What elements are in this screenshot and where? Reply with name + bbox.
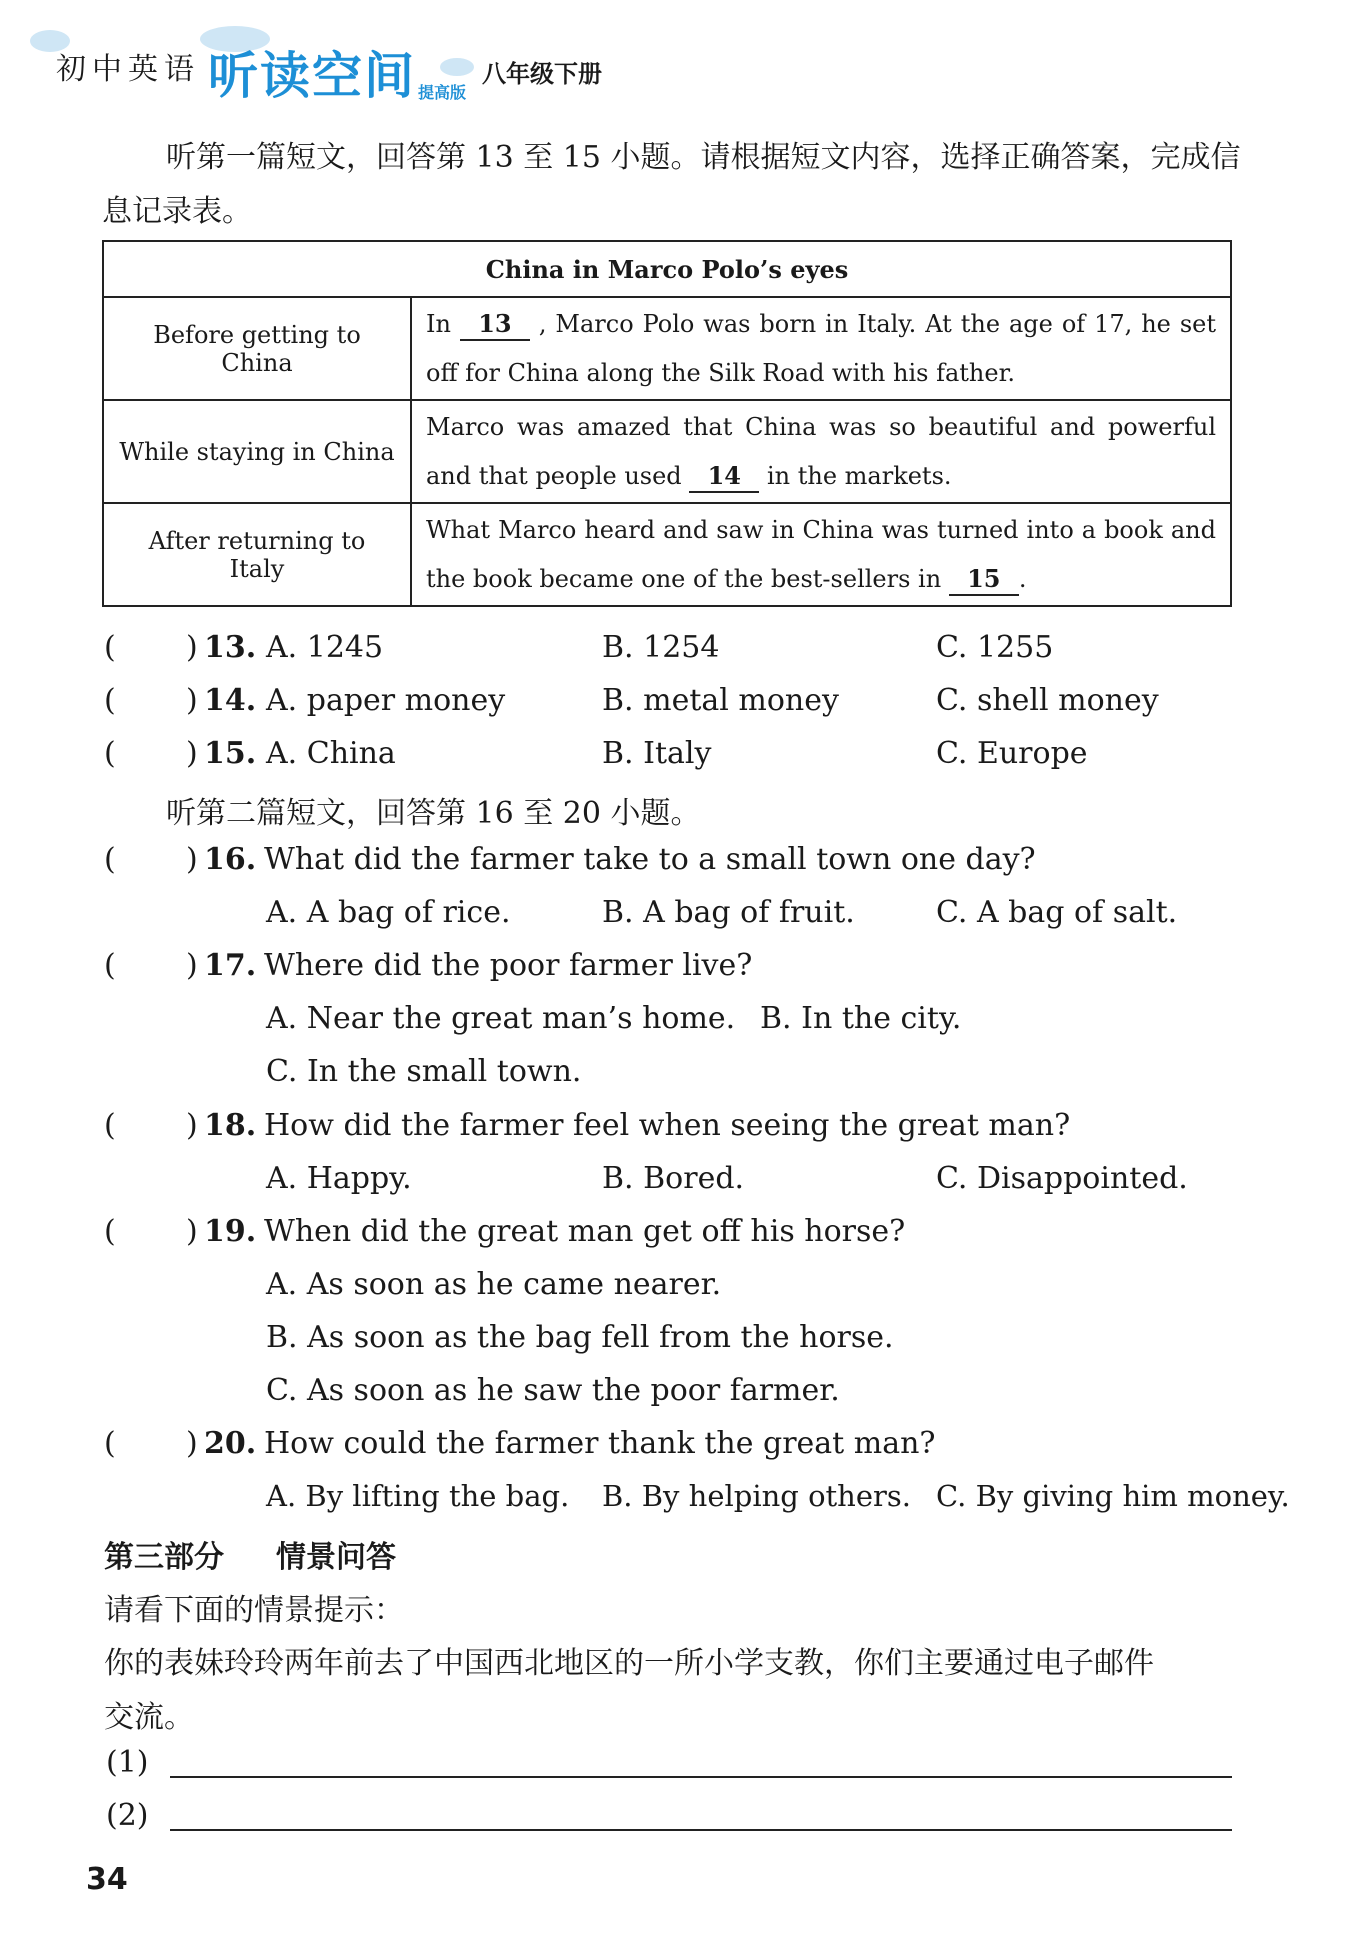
question-number-16: 16. bbox=[204, 842, 257, 877]
row-content: Marco was amazed that China was so beautiful and powerful and that people used 14 in the markets. bbox=[411, 400, 1231, 503]
option-a: A. Near the great man’s home. bbox=[266, 1001, 736, 1036]
option-c: C. Europe bbox=[936, 736, 1088, 771]
question-number-15: 15. bbox=[204, 736, 257, 771]
table-row bbox=[103, 400, 1231, 503]
option-a: A. China bbox=[266, 736, 396, 771]
question-number-17: 17. bbox=[204, 948, 257, 983]
answer-paren-open[interactable]: ( bbox=[104, 948, 116, 983]
option-c: C. A bag of salt. bbox=[936, 895, 1178, 930]
row-label: While staying in China bbox=[103, 400, 411, 503]
info-record-table bbox=[102, 240, 1232, 607]
table-title: China in Marco Polo’s eyes bbox=[103, 241, 1231, 297]
answer-paren-close: ) bbox=[186, 842, 198, 877]
answer-item-label-1: (1) bbox=[106, 1745, 149, 1780]
answer-paren-close: ) bbox=[186, 1426, 198, 1461]
answer-paren-open[interactable]: ( bbox=[104, 683, 116, 718]
option-c: C. As soon as he saw the poor farmer. bbox=[266, 1373, 840, 1408]
answer-item-label-2: (2) bbox=[106, 1798, 149, 1833]
option-c: C. By giving him money. bbox=[936, 1479, 1290, 1513]
question-stem: How could the farmer thank the great man? bbox=[264, 1426, 936, 1461]
option-b: B. Bored. bbox=[602, 1161, 745, 1196]
row-label: Before getting to China bbox=[103, 297, 411, 400]
answer-blank-15[interactable]: 15 bbox=[949, 564, 1019, 596]
option-a: A. 1245 bbox=[266, 630, 384, 665]
option-c: C. Disappointed. bbox=[936, 1161, 1188, 1196]
question-stem: How did the farmer feel when seeing the great man? bbox=[264, 1108, 1071, 1143]
scenario-prompt: 请看下面的情景提示： bbox=[104, 1593, 404, 1628]
header-grade: 八年级下册 bbox=[482, 60, 602, 88]
option-b: B. metal money bbox=[602, 683, 839, 718]
question-stem: Where did the poor farmer live? bbox=[264, 948, 753, 983]
page-number: 34 bbox=[86, 1862, 128, 1897]
row-label: After returning to Italy bbox=[103, 503, 411, 606]
section-title: 第三部分 bbox=[104, 1540, 224, 1575]
answer-paren-open[interactable]: ( bbox=[104, 1426, 116, 1461]
option-b: B. Italy bbox=[602, 736, 712, 771]
question-number-18: 18. bbox=[204, 1108, 257, 1143]
answer-paren-open[interactable]: ( bbox=[104, 736, 116, 771]
answer-paren-close: ) bbox=[186, 948, 198, 983]
question-number-14: 14. bbox=[204, 683, 257, 718]
option-a: A. By lifting the bag. bbox=[266, 1479, 570, 1513]
question-number-20: 20. bbox=[204, 1426, 257, 1461]
answer-paren-open[interactable]: ( bbox=[104, 1108, 116, 1143]
row-content: What Marco heard and saw in China was turned into a book and the book became one of the best-sellers in 15 . bbox=[411, 503, 1231, 606]
answer-paren-close: ) bbox=[186, 683, 198, 718]
option-c: C. shell money bbox=[936, 683, 1159, 718]
row-content: In 13 , Marco Polo was born in Italy. At the age of 17, he set off for China along the Silk Road with his father. bbox=[411, 297, 1231, 400]
header-series: 初中英语 bbox=[56, 52, 200, 87]
question-number-19: 19. bbox=[204, 1214, 257, 1249]
instruction-1-line2: 息记录表。 bbox=[102, 194, 252, 229]
answer-paren-close: ) bbox=[186, 1214, 198, 1249]
option-c: C. 1255 bbox=[936, 630, 1054, 665]
table-row bbox=[103, 297, 1231, 400]
answer-line-1[interactable] bbox=[170, 1776, 1232, 1778]
answer-blank-13[interactable]: 13 bbox=[460, 309, 530, 341]
answer-paren-open[interactable]: ( bbox=[104, 630, 116, 665]
scenario-line2: 交流。 bbox=[104, 1700, 194, 1735]
option-b: B. A bag of fruit. bbox=[602, 895, 855, 930]
table-row bbox=[103, 503, 1231, 606]
scenario-line1: 你的表妹玲玲两年前去了中国西北地区的一所小学支教，你们主要通过电子邮件 bbox=[104, 1646, 1154, 1681]
option-a: A. A bag of rice. bbox=[266, 895, 511, 930]
option-a: A. Happy. bbox=[266, 1161, 412, 1196]
option-c: C. In the small town. bbox=[266, 1054, 582, 1089]
answer-paren-open[interactable]: ( bbox=[104, 1214, 116, 1249]
question-number-13: 13. bbox=[204, 630, 257, 665]
option-b: B. 1254 bbox=[602, 630, 720, 665]
option-b: B. As soon as the bag fell from the horse. bbox=[266, 1320, 894, 1355]
question-stem: What did the farmer take to a small town one day? bbox=[264, 842, 1036, 877]
question-stem: When did the great man get off his horse? bbox=[264, 1214, 906, 1249]
section-subtitle: 情景问答 bbox=[276, 1540, 396, 1575]
header-logo: 听读空间 bbox=[208, 47, 416, 105]
instruction-1-line1: 听第一篇短文，回答第 13 至 15 小题。请根据短文内容，选择正确答案，完成信 bbox=[166, 140, 1241, 175]
answer-blank-14[interactable]: 14 bbox=[689, 461, 759, 493]
cloud-decoration bbox=[440, 58, 474, 76]
answer-paren-open[interactable]: ( bbox=[104, 842, 116, 877]
answer-paren-close: ) bbox=[186, 630, 198, 665]
header-edition: 提高版 bbox=[418, 83, 467, 102]
answer-paren-close: ) bbox=[186, 1108, 198, 1143]
instruction-2: 听第二篇短文，回答第 16 至 20 小题。 bbox=[166, 796, 701, 831]
option-a: A. As soon as he came nearer. bbox=[266, 1267, 722, 1302]
answer-line-2[interactable] bbox=[170, 1829, 1232, 1831]
answer-paren-close: ) bbox=[186, 736, 198, 771]
option-a: A. paper money bbox=[266, 683, 506, 718]
option-b: B. In the city. bbox=[760, 1001, 962, 1036]
option-b: B. By helping others. bbox=[602, 1479, 911, 1513]
